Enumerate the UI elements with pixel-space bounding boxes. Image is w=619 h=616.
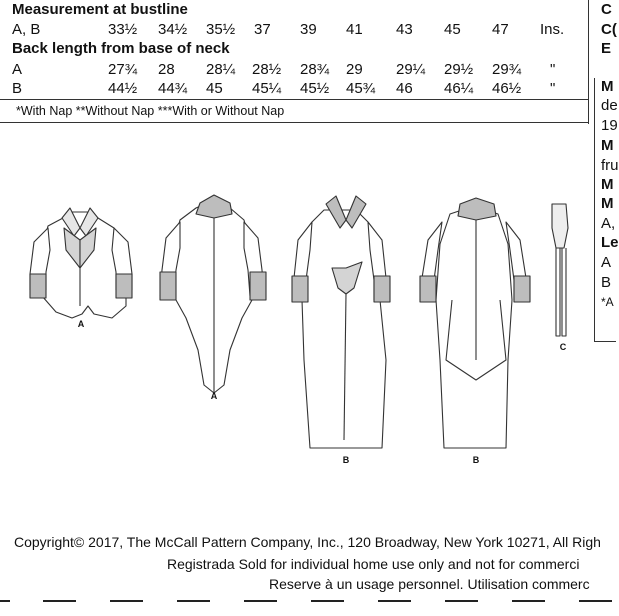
cut-dash — [110, 600, 143, 602]
bust-value: 35½ — [206, 21, 236, 38]
bustline-heading: Measurement at bustline — [12, 1, 188, 18]
back-value: 46¼ — [444, 80, 474, 97]
side-fragment: M — [601, 137, 614, 154]
side-fragment: B — [601, 274, 612, 291]
bust-value: 47 — [492, 21, 509, 38]
side-fragment: fru — [601, 157, 619, 174]
figure-label-a1: A — [77, 319, 85, 329]
side-fragment: Le — [601, 234, 619, 251]
side-fragment: A — [601, 254, 612, 271]
back-unit: " — [550, 61, 556, 78]
reserve-line: Reserve à un usage personnel. Utilisation commerc — [269, 576, 590, 592]
bust-value: 43 — [396, 21, 413, 38]
bust-unit: Ins. — [540, 21, 565, 38]
bust-value: 45 — [444, 21, 461, 38]
side-fragment: C( — [601, 21, 617, 38]
back-value: 44½ — [108, 80, 138, 97]
side-fragment: *A — [601, 295, 614, 309]
back-value: 28½ — [252, 61, 282, 78]
side-fragment: M — [601, 195, 614, 212]
cut-dash — [177, 600, 210, 602]
bust-value: 41 — [346, 21, 363, 38]
bust-value: 39 — [300, 21, 317, 38]
bust-value: 37 — [254, 21, 271, 38]
cut-dash — [0, 600, 10, 602]
side-fragment: 19 — [601, 117, 618, 134]
back-value: 44¾ — [158, 80, 188, 97]
back-value: 27¾ — [108, 61, 138, 78]
figure-label-c: C — [559, 342, 567, 352]
cut-dash — [512, 600, 545, 602]
back-value: 45 — [206, 80, 223, 97]
side-fragment: M — [601, 176, 614, 193]
back-value: 45½ — [300, 80, 330, 97]
coat-b-front-figure — [292, 196, 390, 448]
side-fragment: C — [601, 1, 612, 18]
back-value: 29½ — [444, 61, 474, 78]
cut-dash — [311, 600, 344, 602]
cut-dash — [445, 600, 478, 602]
cut-dash — [378, 600, 411, 602]
bust-value: 34½ — [158, 21, 188, 38]
back-value: 45¼ — [252, 80, 282, 97]
side-fragment: E — [601, 40, 612, 57]
back-row-label: B — [12, 80, 23, 97]
cravat-c-figure — [552, 204, 568, 336]
back-length-heading: Back length from base of neck — [12, 40, 230, 57]
back-value: 29¼ — [396, 61, 426, 78]
jacket-a-back-figure — [160, 195, 266, 393]
side-fragment: de — [601, 97, 618, 114]
back-value: 46 — [396, 80, 413, 97]
cut-dash — [43, 600, 76, 602]
bustline-row-label: A, B — [12, 21, 41, 38]
registrada-line: Registrada Sold for individual home use only and not for commerci — [167, 556, 580, 572]
side-fragment: A, — [601, 215, 616, 232]
back-value: 46½ — [492, 80, 522, 97]
nap-note: *With Nap **Without Nap ***With or Without Nap — [16, 104, 285, 118]
jacket-a-front-figure — [30, 208, 132, 318]
figure-label-b2: B — [472, 455, 480, 465]
coat-b-back-figure — [420, 198, 530, 448]
back-row-label: A — [12, 61, 23, 78]
back-value: 29 — [346, 61, 363, 78]
cut-dash — [579, 600, 612, 602]
bust-value: 33½ — [108, 21, 138, 38]
back-unit: " — [550, 80, 556, 97]
back-value: 28¾ — [300, 61, 330, 78]
back-value: 45¾ — [346, 80, 376, 97]
figure-label-a2: A — [210, 391, 218, 401]
side-fragment: M — [601, 78, 614, 95]
back-value: 29¾ — [492, 61, 522, 78]
copyright-line: Copyright© 2017, The McCall Pattern Company, Inc., 120 Broadway, New York 10271, All Righ — [14, 534, 601, 550]
figure-label-b1: B — [342, 455, 350, 465]
back-value: 28 — [158, 61, 175, 78]
back-value: 28¼ — [206, 61, 236, 78]
cut-dash — [244, 600, 277, 602]
